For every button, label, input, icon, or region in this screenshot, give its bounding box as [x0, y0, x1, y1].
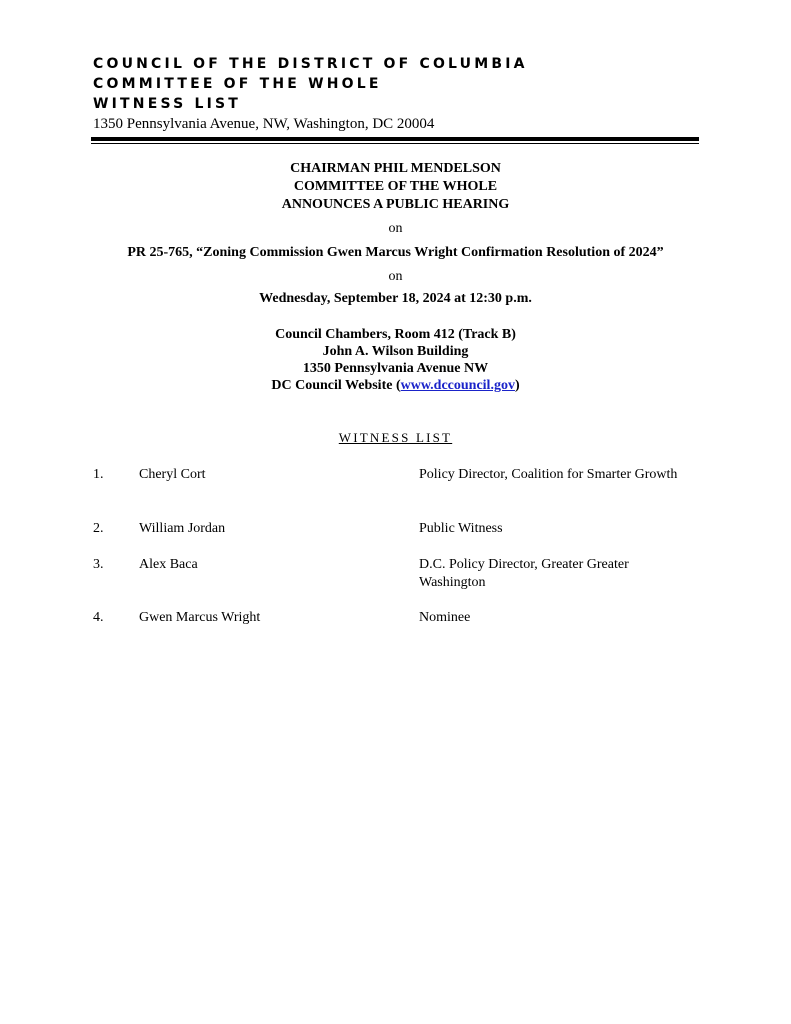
witness-number: 3. [93, 557, 104, 572]
location-building: John A. Wilson Building [322, 344, 469, 359]
witness-affiliation: D.C. Policy Director, Greater Greater Washington [419, 557, 629, 590]
location-room: Council Chambers, Room 412 (Track B) [275, 327, 516, 342]
resolution-title: PR 25-765, “Zoning Commission Gwen Marcus Wright Confirmation Resolution of 2024” [127, 245, 664, 260]
header-line-2: COMMITTEE OF THE WHOLE [93, 76, 382, 92]
witness-affiliation: Public Witness [419, 521, 503, 536]
header-rule-thick [91, 137, 699, 141]
witness-affiliation: Policy Director, Coalition for Smarter Growth [419, 467, 678, 482]
website-prefix: DC Council Website ( [271, 378, 401, 393]
witness-name: Gwen Marcus Wright [139, 610, 261, 625]
chairman-line: CHAIRMAN PHIL MENDELSON [290, 161, 501, 176]
announces-line: ANNOUNCES A PUBLIC HEARING [281, 197, 510, 212]
website-suffix: ) [514, 378, 520, 393]
location-street: 1350 Pennsylvania Avenue NW [302, 361, 489, 376]
witness-name: Alex Baca [139, 557, 198, 572]
header-line-3: WITNESS LIST [93, 96, 242, 112]
hearing-datetime: Wednesday, September 18, 2024 at 12:30 p.m. [259, 291, 532, 306]
witness-number: 1. [93, 467, 104, 482]
on-text-2: on [388, 269, 403, 284]
witness-name: William Jordan [139, 521, 226, 536]
witness-affiliation: Nominee [419, 610, 471, 625]
witness-name: Cheryl Cort [139, 467, 206, 482]
committee-line: COMMITTEE OF THE WHOLE [293, 179, 498, 194]
header-line-1: COUNCIL OF THE DISTRICT OF COLUMBIA [93, 56, 528, 72]
on-text-1: on [388, 221, 403, 236]
witness-number: 2. [93, 521, 104, 536]
header-address: 1350 Pennsylvania Avenue, NW, Washington, DC 20004 [93, 116, 435, 132]
header-rule-thin [91, 143, 699, 144]
website-line [0, 377, 791, 394]
website-link[interactable]: www.dccouncil.gov [400, 378, 515, 393]
witness-number: 4. [93, 610, 104, 625]
witness-list-title: WITNESS LIST [338, 430, 453, 445]
